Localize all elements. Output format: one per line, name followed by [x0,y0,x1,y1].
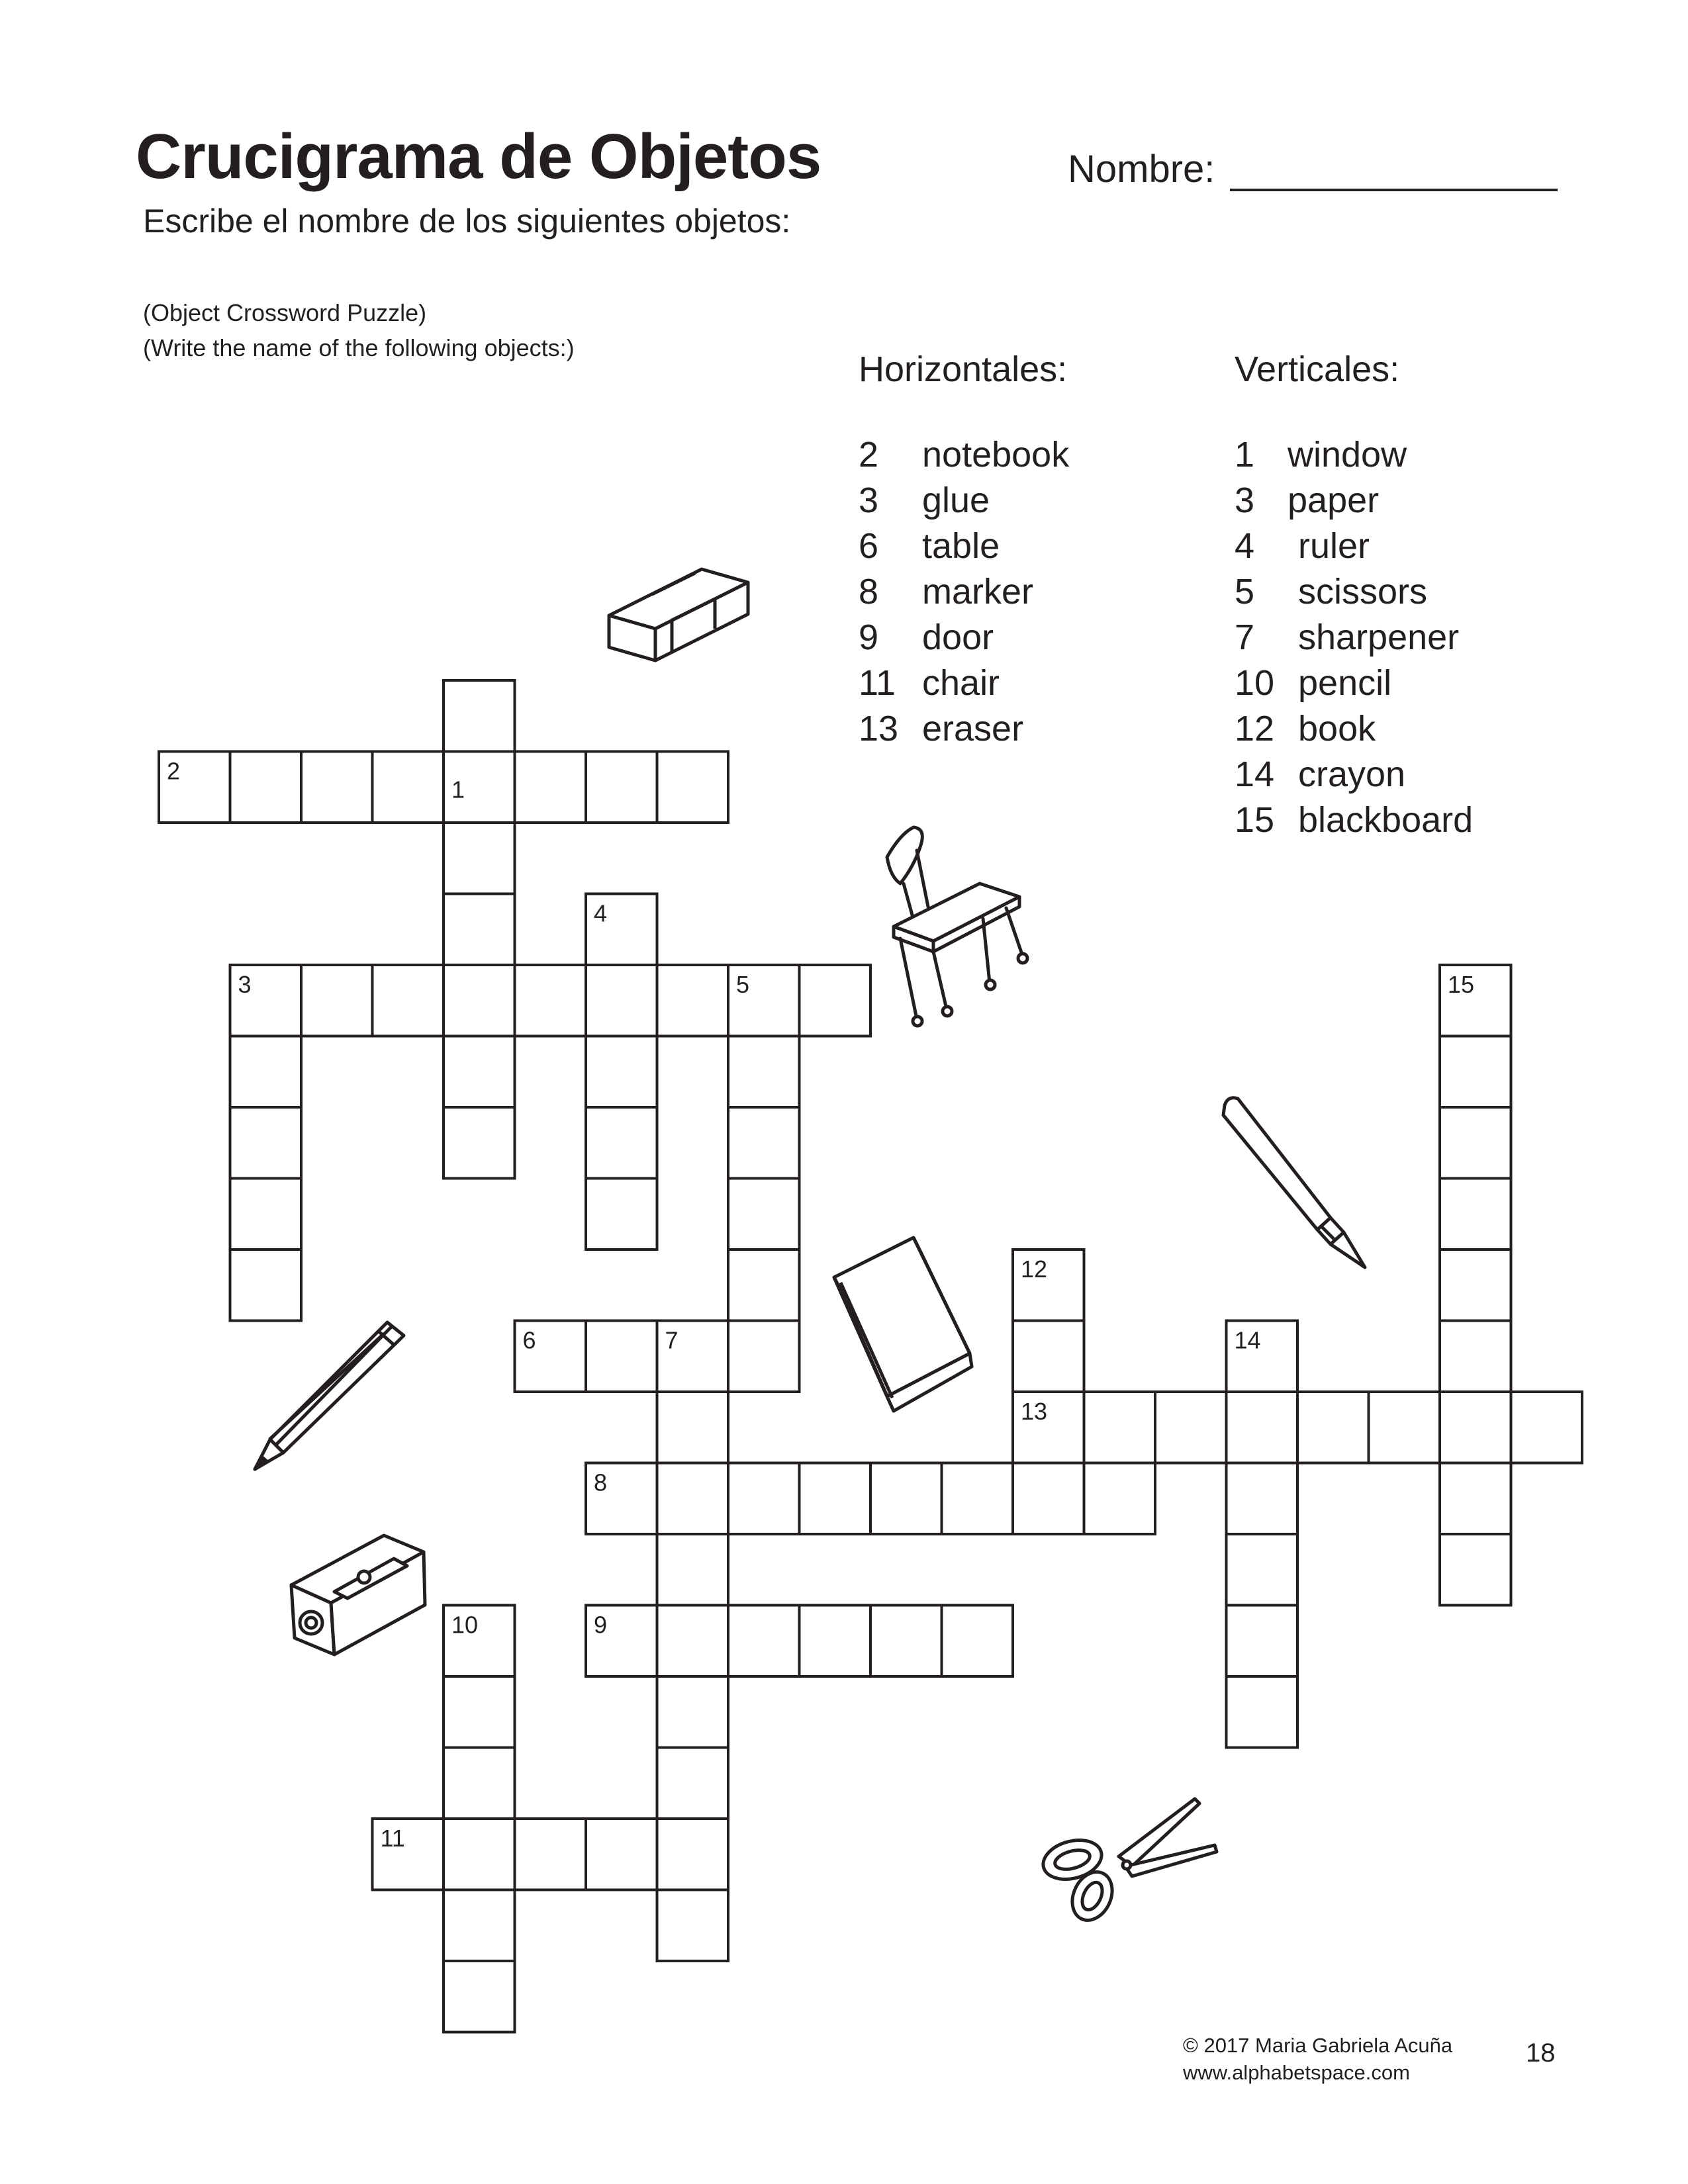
grid-cell[interactable] [444,1036,515,1108]
grid-cell[interactable] [586,1179,657,1250]
clue-word: door [922,617,994,657]
clue-word: blackboard [1298,800,1474,840]
grid-cell[interactable] [586,1321,657,1392]
grid-cell[interactable] [870,1463,942,1535]
clue-word: window [1288,435,1407,475]
website-text: www.alphabetspace.com [1183,2061,1410,2084]
grid-number: 10 [451,1611,479,1639]
grid-cell[interactable] [1155,1392,1227,1463]
clue-number: 8 [859,572,879,612]
grid-cell[interactable] [586,965,657,1036]
clue-number: 6 [859,526,879,566]
grid-cell[interactable] [1369,1392,1440,1463]
clue-word: crayon [1298,754,1406,794]
clue-word: glue [922,480,990,520]
clue-number: 10 [1235,663,1275,703]
grid-cell[interactable] [301,965,373,1036]
copyright-text: © 2017 Maria Gabriela Acuña [1183,2034,1453,2057]
grid-cell[interactable] [728,1463,800,1535]
grid-cell[interactable] [1227,1463,1298,1535]
grid-number: 14 [1234,1326,1261,1354]
grid-cell[interactable] [728,1107,800,1179]
clue-word: notebook [922,435,1070,475]
clue-number: 13 [859,709,899,749]
clue-word: paper [1288,480,1380,520]
grid-cell[interactable] [657,1748,729,1819]
grid-cell[interactable] [657,752,729,823]
grid-cell[interactable] [444,1890,515,1962]
grid-cell[interactable] [657,965,729,1036]
grid-cell[interactable] [230,752,302,823]
grid-number: 6 [522,1326,536,1354]
grid-cell[interactable] [1511,1392,1583,1463]
grid-cell[interactable] [657,1463,729,1535]
grid-cell[interactable] [800,1606,871,1677]
grid-number: 7 [665,1326,679,1354]
grid-cell[interactable] [657,1819,729,1890]
clue-number: 7 [1235,617,1255,657]
grid-number: 1 [451,776,465,803]
grid-cell[interactable] [657,1534,729,1606]
grid-cell[interactable] [728,1250,800,1321]
book-icon [821,1224,986,1423]
grid-cell[interactable] [1227,1676,1298,1748]
grid-number: 8 [594,1469,608,1496]
grid-cell[interactable] [301,752,373,823]
chair-icon [854,821,1039,1039]
grid-cell[interactable] [1297,1392,1369,1463]
grid-cell[interactable] [230,1036,302,1108]
grid-cell[interactable] [586,1107,657,1179]
clue-word: chair [922,663,1000,703]
translation-title: (Object Crossword Puzzle) [143,299,427,326]
grid-cell[interactable] [942,1463,1013,1535]
grid-cell[interactable] [1440,1179,1511,1250]
clue-word: sharpener [1298,617,1460,657]
down-heading: Verticales: [1235,349,1400,389]
pencil-icon [245,1310,417,1482]
clue-word: pencil [1298,663,1392,703]
grid-cell[interactable] [800,1463,871,1535]
grid-cell[interactable] [657,1606,729,1677]
grid-cell[interactable] [515,965,586,1036]
grid-cell[interactable] [1227,1534,1298,1606]
clue-word: ruler [1298,526,1370,566]
sharpener-icon [278,1522,437,1674]
clue-number: 5 [1235,572,1255,612]
grid-cell[interactable] [444,1676,515,1748]
grid-cell[interactable] [444,894,515,966]
grid-cell[interactable] [444,965,515,1036]
grid-cell[interactable] [444,1819,515,1890]
grid-cell[interactable] [444,823,515,894]
grid-number: 4 [594,899,608,927]
grid-cell[interactable] [444,680,515,752]
clue-number: 15 [1235,800,1275,840]
grid-number: 5 [736,971,750,998]
grid-number: 12 [1021,1255,1048,1283]
grid-cell[interactable] [870,1606,942,1677]
clue-number: 11 [859,663,896,703]
clue-word: book [1298,709,1376,749]
grid-cell[interactable] [657,1676,729,1748]
grid-cell[interactable] [942,1606,1013,1677]
grid-cell[interactable] [1084,1463,1156,1535]
grid-cell[interactable] [1440,1250,1511,1321]
clue-number: 14 [1235,754,1275,794]
page-title: Crucigrama de Objetos [136,121,821,192]
clue-number: 12 [1235,709,1275,749]
grid-cell[interactable] [657,1392,729,1463]
grid-cell[interactable] [728,1179,800,1250]
name-label: Nombre: [1068,148,1215,191]
grid-cell[interactable] [444,1748,515,1819]
grid-cell[interactable] [1440,1321,1511,1392]
grid-number: 13 [1021,1398,1048,1425]
grid-number: 11 [380,1825,405,1852]
instructions: Escribe el nombre de los siguientes objetos: [143,203,791,240]
page-number: 18 [1526,2038,1556,2068]
copyright-notice [1183,2032,1452,2086]
crayon-icon [1211,1085,1377,1284]
grid-cell[interactable] [515,1819,586,1890]
grid-cell[interactable] [1227,1606,1298,1677]
across-heading: Horizontales: [859,349,1068,389]
grid-cell[interactable] [373,752,444,823]
grid-cell[interactable] [230,1107,302,1179]
grid-cell[interactable] [373,965,444,1036]
clue-number: 1 [1235,435,1255,475]
grid-cell[interactable] [1440,1107,1511,1179]
clue-number: 2 [859,435,879,475]
grid-cell[interactable] [1084,1392,1156,1463]
clue-word: marker [922,572,1034,612]
grid-cell[interactable] [657,1890,729,1962]
eraser-icon [596,543,768,675]
grid-cell[interactable] [1013,1321,1084,1392]
grid-number: 3 [238,971,252,998]
grid-cell[interactable] [1440,1463,1511,1535]
scissors-icon [1033,1787,1231,1926]
grid-cell[interactable] [444,1107,515,1179]
clue-number: 3 [1235,480,1255,520]
grid-number: 2 [167,757,181,785]
translation-instructions: (Write the name of the following objects:) [143,334,575,361]
clue-word: scissors [1298,572,1428,612]
clue-number: 9 [859,617,879,657]
grid-cell[interactable] [515,752,586,823]
grid-cell[interactable] [1013,1463,1084,1535]
grid-cell[interactable] [728,1606,800,1677]
grid-cell[interactable] [1440,1036,1511,1108]
grid-cell[interactable] [444,1961,515,2032]
clue-number: 4 [1235,526,1255,566]
clue-word: table [922,526,1000,566]
clue-number: 3 [859,480,879,520]
grid-cell[interactable] [586,752,657,823]
grid-number: 15 [1448,971,1475,998]
grid-cell[interactable] [586,1036,657,1108]
grid-cell[interactable] [1227,1392,1298,1463]
grid-cell[interactable] [728,1321,800,1392]
grid-cell[interactable] [230,1179,302,1250]
grid-cell[interactable] [1440,1392,1511,1463]
grid-cell[interactable] [586,1819,657,1890]
grid-cell[interactable] [1440,1534,1511,1606]
grid-cell[interactable] [728,1036,800,1108]
clue-word: eraser [922,709,1024,749]
grid-number: 9 [594,1611,608,1639]
